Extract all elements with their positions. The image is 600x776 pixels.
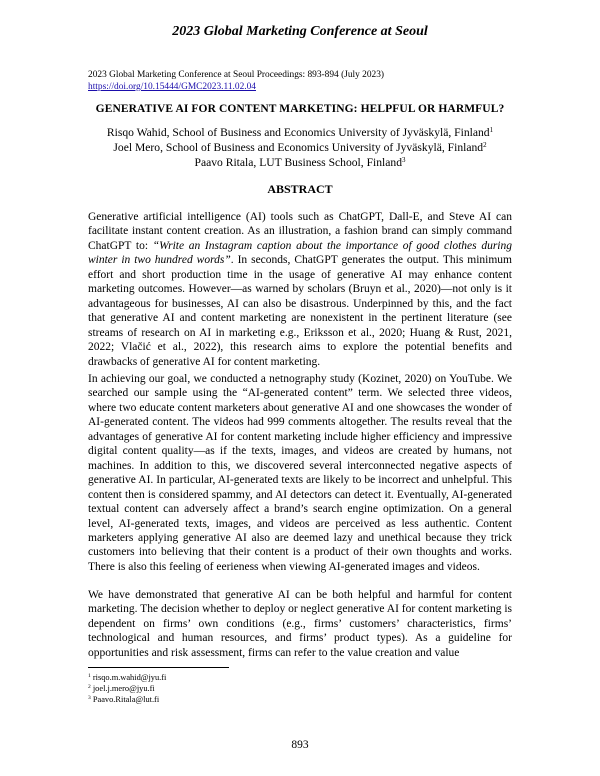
conference-header: 2023 Global Marketing Conference at Seoul: [172, 24, 428, 39]
footnote-number: 2: [88, 684, 91, 691]
footnote-email: Paavo.Ritala@lut.fi: [92, 695, 160, 705]
footnote-number: 3: [88, 695, 91, 702]
paragraph-text: We have demonstrated that generative AI can be both helpful and harmful for content marketing. The decision whether to deploy or neglect generative AI for content marketing is dependent on firms’ own conditions (e.g., firms’ customers’ characteristics, firms’ technological and human resources, and firms’ product types). As a guideline for opportunities and risk assessment, firms can refer to the value creation and value: [88, 589, 512, 659]
author-affiliation: Paavo Ritala, LUT Business School, Finland: [194, 156, 402, 169]
abstract-paragraph-2: [88, 372, 512, 574]
footnote: [88, 683, 166, 694]
paragraph-segment: . In seconds, ChatGPT generates the output. This minimum effort and short production time in the usage of generative AI may enhance content marketing outcomes. However—as warned by scholars (Bruyn et al., 2020)—not only is it advantageous for businesses, AI can also be disastrous. Underpinned by this, and the fact that generative AI and content marketing are nonexistent in the pertinent literature (see streams of research on AI in marketing e.g., Eriksson et al., 2020; Huang & Rust, 2021, 2022; Vlačić et al., 2022), this research aims to explore the potential benefits and drawbacks of generative AI for content marketing.: [88, 254, 513, 368]
footnote-marker: 1: [489, 126, 494, 134]
author-affiliation: Risqo Wahid, School of Business and Economics University of Jyväskylä, Finland: [106, 126, 490, 139]
abstract-heading: ABSTRACT: [267, 182, 333, 196]
footnote: [88, 672, 166, 683]
page-number: 893: [291, 739, 309, 751]
footnote-divider: [88, 667, 229, 668]
paper-title: GENERATIVE AI FOR CONTENT MARKETING: HELPFUL OR HARMFUL?: [95, 103, 505, 115]
author-line: [60, 125, 540, 140]
example-prompt-quote: “Write an Instagram caption about the importance of good clothes during winter in two hundred words”: [88, 239, 512, 267]
abstract-paragraph-3: [88, 588, 512, 660]
paragraph-text: In achieving our goal, we conducted a netnography study (Kozinet, 2020) on YouTube. We searched our sample using the “AI-generated content” term. We selected three videos, where two educate content marketers about generative AI and one showcases the wonder of AI-generated content. The videos had 999 comments altogether. The results reveal that the advantages of generative AI for content marketing include higher efficiency and impressive digital content quality—as if the texts, images, and videos are created by humans, not machines. In addition to this, we discovered several interconnected negative aspects of generative AI. In particular, AI-generated texts are likely to be incorrect and unhelpful. This content then is considered spammy, and AI detectors can detect it. Eventually, AI-generated textual content can adversely affect a brand’s search engine optimization. On a general level, AI-generated texts, images, and videos are perceived as less authentic. Content marketers applying generative AI also are deemed lazy and unethical because they trick customers into believing that their content is a product of their own thoughts and works. There is also this feeling of eerieness when viewing AI-generated images and videos.: [88, 373, 512, 573]
doi-link[interactable]: https://doi.org/10.15444/GMC2023.11.02.04: [88, 82, 256, 92]
footnote-marker: 2: [483, 141, 487, 149]
footnote-email: risqo.m.wahid@jyu.fi: [92, 673, 167, 682]
author-affiliation: Joel Mero, School of Business and Economics University of Jyväskylä, Finland: [113, 141, 484, 154]
footnote-marker: 3: [402, 156, 406, 164]
proceedings-info: [88, 69, 384, 93]
paragraph-segment: Generative artificial intelligence (AI) tools such as ChatGPT, Dall-E, and Steve AI can facilitate instant content creation. As an illustration, a fashion brand can simply command ChatGPT to:: [88, 211, 512, 252]
footnote: [88, 694, 166, 705]
abstract-paragraph-1: [88, 210, 512, 369]
footnote-number: 1: [88, 673, 91, 679]
author-line: [60, 140, 540, 155]
paragraph-text: [88, 210, 512, 369]
author-list: [60, 125, 540, 170]
proceedings-citation: 2023 Global Marketing Conference at Seoul Proceedings: 893-894 (July 2023): [88, 70, 385, 80]
footnotes: [88, 672, 166, 706]
author-line: [60, 155, 540, 170]
footnote-email: joel.j.mero@jyu.fi: [92, 684, 155, 694]
